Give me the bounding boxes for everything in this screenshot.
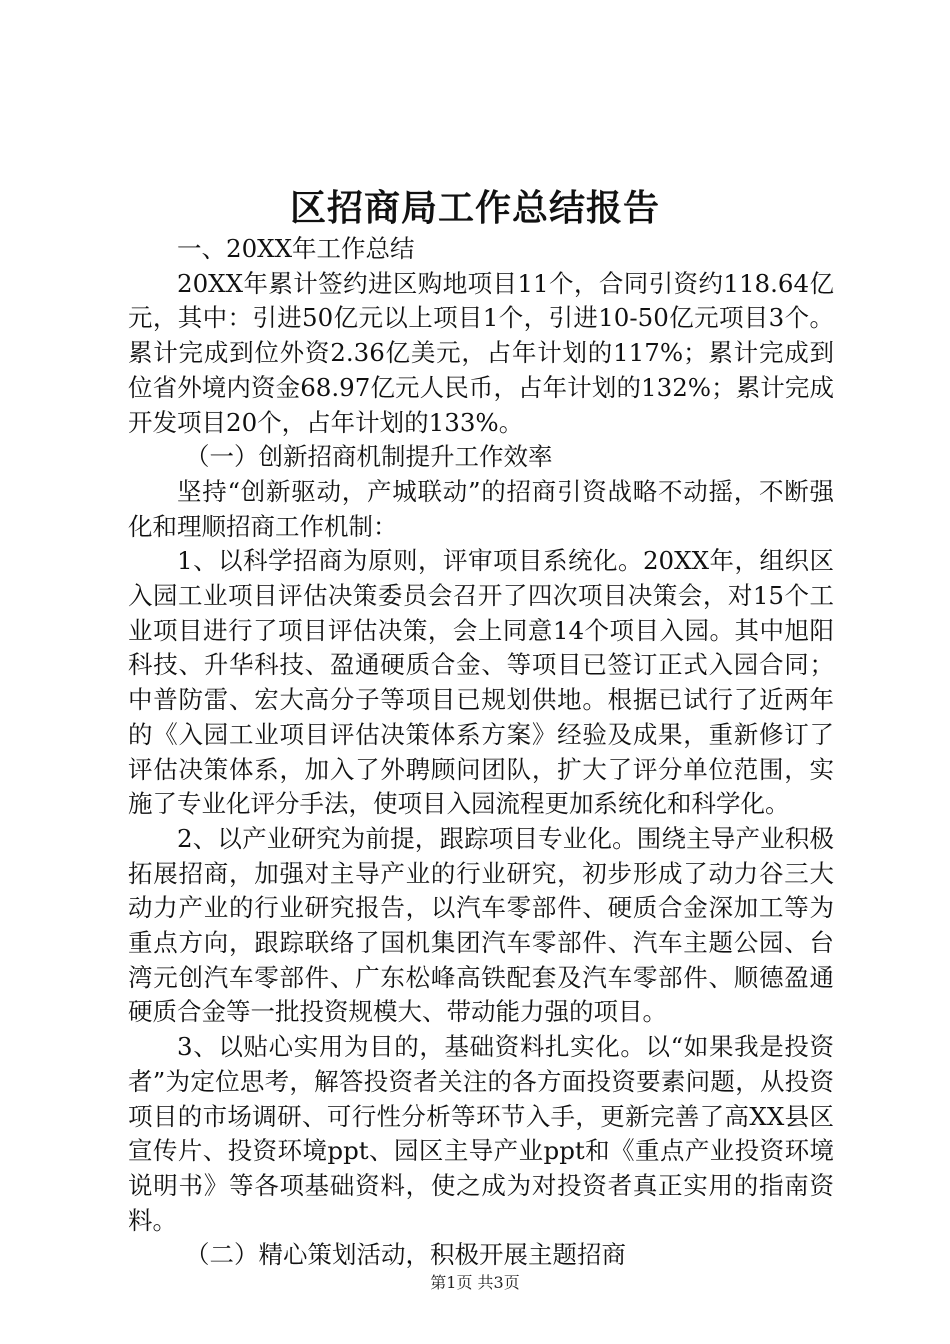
paragraph-summary: 20XX年累计签约进区购地项目11个，合同引资约118.64亿元，其中：引进50亿元以上项目1个，引进10-50亿元项目3个。累计完成到位外资2.36亿美元，占年计划的117%；累计完成到位省外境内资金68.97亿元人民币，占年计划的132%；累计完成开发项目20个，占年计划的133%。 bbox=[128, 268, 834, 437]
section-heading-1: 一、20XX年工作总结 bbox=[177, 234, 415, 263]
document-body bbox=[128, 232, 834, 1273]
paragraph-item-1: 1、以科学招商为原则，评审项目系统化。20XX年，组织区入园工业项目评估决策委员会召开了四次项目决策会，对15个工业项目进行了项目评估决策，会上同意14个项目入园。其中旭阳科技、升华科技、盈通硬质合金、等项目已签订正式入园合同；中普防雷、宏大高分子等项目已规划供地。根据已试行了近两年的《入园工业项目评估决策体系方案》经验及成果，重新修订了评估决策体系，加入了外聘顾问团队，扩大了评分单位范围，实施了专业化评分手法，使项目入园流程更加系统化和科学化。 bbox=[128, 546, 834, 819]
paragraph-strategy: 坚持“创新驱动，产城联动”的招商引资战略不动摇，不断强化和理顺招商工作机制： bbox=[128, 476, 834, 541]
subsection-heading-2: （二）精心策划活动，积极开展主题招商 bbox=[185, 1240, 626, 1270]
paragraph-item-2: 2、以产业研究为前提，跟踪项目专业化。围绕主导产业积极拓展招商，加强对主导产业的行业研究，初步形成了动力谷三大动力产业的行业研究报告，以汽车零部件、硬质合金深加工等为重点方向，跟踪联络了国机集团汽车零部件、汽车主题公园、台湾元创汽车零部件、广东松峰高铁配套及汽车零部件、顺德盈通硬质合金等一批投资规模大、带动能力强的项目。 bbox=[128, 823, 834, 1027]
document-title: 区招商局工作总结报告 bbox=[289, 187, 660, 229]
page-footer: 第1页 共3页 bbox=[430, 1273, 520, 1292]
subsection-heading-1: （一）创新招商机制提升工作效率 bbox=[185, 442, 553, 472]
paragraph-item-3: 3、以贴心实用为目的，基础资料扎实化。以“如果我是投资者”为定位思考，解答投资者关注的各方面投资要素问题，从投资项目的市场调研、可行性分析等环节入手，更新完善了高XX县区宣传片、投资环境ppt、园区主导产业ppt和《重点产业投资环境说明书》等各项基础资料，使之成为对投资者真正实用的指南资料。 bbox=[128, 1032, 834, 1235]
